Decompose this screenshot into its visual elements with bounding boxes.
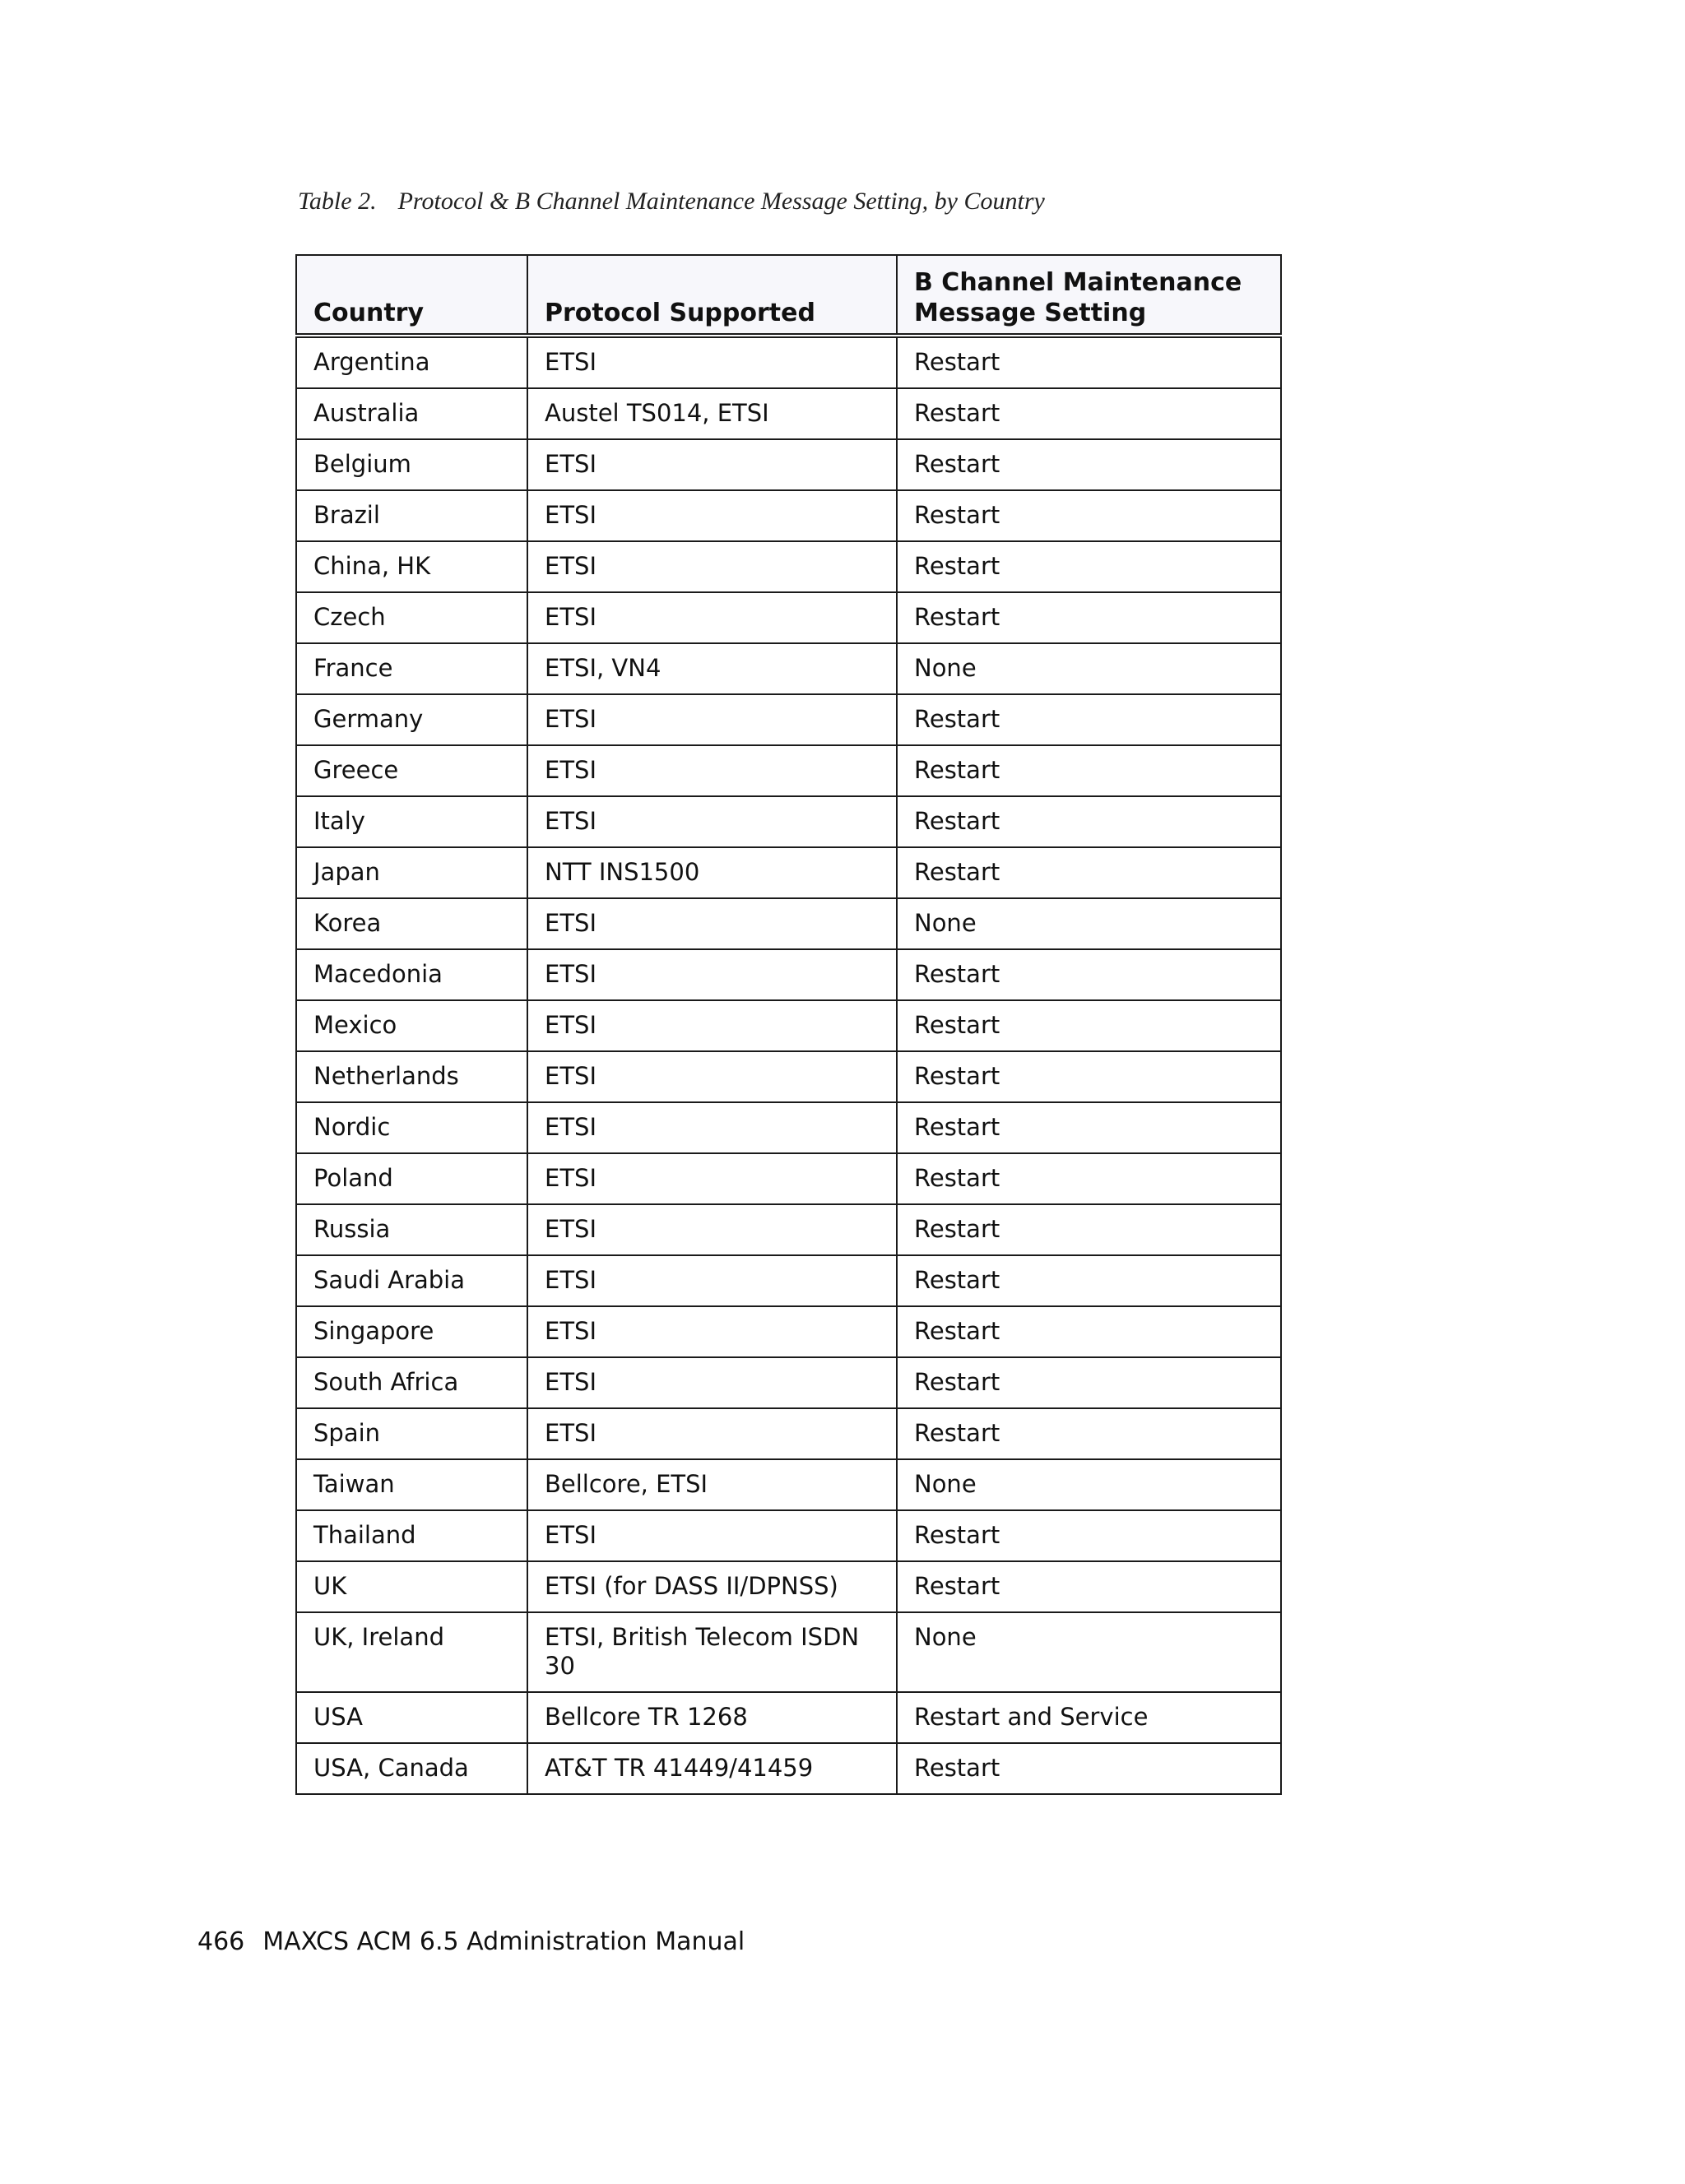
cell-message-setting: Restart <box>897 1306 1281 1357</box>
cell-message-setting: None <box>897 1612 1281 1692</box>
table-row <box>296 1459 1281 1510</box>
cell-message-setting: Restart <box>897 1051 1281 1102</box>
header-b-channel-maintenance-message-setting: B Channel Maintenance Message Setting <box>897 255 1281 336</box>
cell-message-setting: Restart <box>897 745 1281 796</box>
cell-protocol: ETSI <box>527 694 897 745</box>
cell-message-setting: Restart <box>897 1102 1281 1153</box>
cell-protocol: Bellcore, ETSI <box>527 1459 897 1510</box>
table-body <box>296 336 1281 1794</box>
page-footer <box>197 1927 745 1956</box>
cell-message-setting: Restart <box>897 1510 1281 1561</box>
cell-country: Spain <box>296 1408 527 1459</box>
cell-country: Germany <box>296 694 527 745</box>
table-row <box>296 592 1281 643</box>
cell-protocol: NTT INS1500 <box>527 847 897 898</box>
cell-protocol: ETSI <box>527 1051 897 1102</box>
cell-country: Russia <box>296 1204 527 1255</box>
cell-protocol: ETSI <box>527 898 897 949</box>
table-row <box>296 490 1281 541</box>
table-row <box>296 1204 1281 1255</box>
cell-protocol: ETSI, British Telecom ISDN 30 <box>527 1612 897 1692</box>
cell-country: South Africa <box>296 1357 527 1408</box>
cell-message-setting: Restart <box>897 490 1281 541</box>
cell-protocol: ETSI <box>527 1000 897 1051</box>
table-row <box>296 1357 1281 1408</box>
cell-protocol: Bellcore TR 1268 <box>527 1692 897 1743</box>
table-row <box>296 847 1281 898</box>
cell-country: Thailand <box>296 1510 527 1561</box>
cell-protocol: ETSI <box>527 949 897 1000</box>
cell-protocol: ETSI <box>527 1255 897 1306</box>
header-protocol-supported: Protocol Supported <box>527 255 897 336</box>
table-header <box>296 255 1281 336</box>
cell-protocol: ETSI <box>527 1306 897 1357</box>
cell-message-setting: None <box>897 1459 1281 1510</box>
cell-protocol: ETSI <box>527 1153 897 1204</box>
cell-country: Korea <box>296 898 527 949</box>
manual-title: MAXCS ACM 6.5 Administration Manual <box>262 1927 745 1956</box>
cell-message-setting: Restart <box>897 592 1281 643</box>
cell-protocol: ETSI <box>527 541 897 592</box>
table-caption-title: Protocol & B Channel Maintenance Message Setting, by Country <box>397 188 1045 215</box>
cell-protocol: Austel TS014, ETSI <box>527 388 897 439</box>
cell-message-setting: Restart <box>897 847 1281 898</box>
table-row <box>296 336 1281 388</box>
table-row <box>296 1000 1281 1051</box>
cell-country: Belgium <box>296 439 527 490</box>
cell-country: Czech <box>296 592 527 643</box>
table-row <box>296 745 1281 796</box>
cell-country: Singapore <box>296 1306 527 1357</box>
cell-country: Macedonia <box>296 949 527 1000</box>
table-caption-number: Table 2. <box>298 188 377 215</box>
table-row <box>296 541 1281 592</box>
table-row <box>296 1051 1281 1102</box>
cell-country: Argentina <box>296 336 527 388</box>
cell-protocol: ETSI <box>527 1102 897 1153</box>
cell-message-setting: Restart <box>897 541 1281 592</box>
header-country: Country <box>296 255 527 336</box>
cell-message-setting: None <box>897 643 1281 694</box>
cell-protocol: ETSI, VN4 <box>527 643 897 694</box>
cell-message-setting: Restart <box>897 388 1281 439</box>
table-row <box>296 439 1281 490</box>
page-number: 466 <box>197 1927 245 1956</box>
cell-country: China, HK <box>296 541 527 592</box>
cell-country: Saudi Arabia <box>296 1255 527 1306</box>
cell-message-setting: Restart <box>897 1153 1281 1204</box>
cell-country: Nordic <box>296 1102 527 1153</box>
cell-protocol: ETSI <box>527 745 897 796</box>
table-row <box>296 1692 1281 1743</box>
cell-country: UK <box>296 1561 527 1612</box>
cell-protocol: ETSI <box>527 439 897 490</box>
table-row <box>296 388 1281 439</box>
cell-country: Netherlands <box>296 1051 527 1102</box>
cell-message-setting: Restart <box>897 1000 1281 1051</box>
table-row <box>296 898 1281 949</box>
cell-message-setting: Restart and Service <box>897 1692 1281 1743</box>
cell-country: UK, Ireland <box>296 1612 527 1692</box>
cell-country: Poland <box>296 1153 527 1204</box>
cell-country: USA <box>296 1692 527 1743</box>
cell-message-setting: Restart <box>897 1357 1281 1408</box>
cell-protocol: ETSI <box>527 1204 897 1255</box>
cell-message-setting: Restart <box>897 796 1281 847</box>
cell-message-setting: Restart <box>897 949 1281 1000</box>
protocol-table <box>295 254 1282 1795</box>
table-row <box>296 1153 1281 1204</box>
table-row <box>296 1255 1281 1306</box>
table-row <box>296 796 1281 847</box>
cell-protocol: ETSI <box>527 592 897 643</box>
table-row <box>296 1102 1281 1153</box>
cell-country: Brazil <box>296 490 527 541</box>
cell-message-setting: Restart <box>897 1561 1281 1612</box>
cell-message-setting: Restart <box>897 694 1281 745</box>
cell-message-setting: Restart <box>897 1255 1281 1306</box>
cell-message-setting: Restart <box>897 336 1281 388</box>
cell-country: Italy <box>296 796 527 847</box>
cell-protocol: ETSI <box>527 1408 897 1459</box>
cell-country: Greece <box>296 745 527 796</box>
table-row <box>296 1561 1281 1612</box>
cell-message-setting: None <box>897 898 1281 949</box>
cell-country: Mexico <box>296 1000 527 1051</box>
cell-protocol: ETSI (for DASS II/DPNSS) <box>527 1561 897 1612</box>
cell-protocol: ETSI <box>527 1357 897 1408</box>
table-row <box>296 1510 1281 1561</box>
table-header-row <box>296 255 1281 336</box>
table-row <box>296 694 1281 745</box>
cell-protocol: ETSI <box>527 796 897 847</box>
cell-protocol: ETSI <box>527 336 897 388</box>
table-caption <box>298 188 1045 216</box>
cell-protocol: ETSI <box>527 1510 897 1561</box>
cell-country: Taiwan <box>296 1459 527 1510</box>
table-row <box>296 1408 1281 1459</box>
cell-message-setting: Restart <box>897 1204 1281 1255</box>
table-row <box>296 1612 1281 1692</box>
table-row <box>296 1743 1281 1794</box>
cell-country: Japan <box>296 847 527 898</box>
cell-message-setting: Restart <box>897 1743 1281 1794</box>
cell-message-setting: Restart <box>897 439 1281 490</box>
cell-country: Australia <box>296 388 527 439</box>
cell-protocol: ETSI <box>527 490 897 541</box>
cell-message-setting: Restart <box>897 1408 1281 1459</box>
table-row <box>296 643 1281 694</box>
table-row <box>296 949 1281 1000</box>
cell-country: USA, Canada <box>296 1743 527 1794</box>
cell-protocol: AT&T TR 41449/41459 <box>527 1743 897 1794</box>
table-row <box>296 1306 1281 1357</box>
cell-country: France <box>296 643 527 694</box>
